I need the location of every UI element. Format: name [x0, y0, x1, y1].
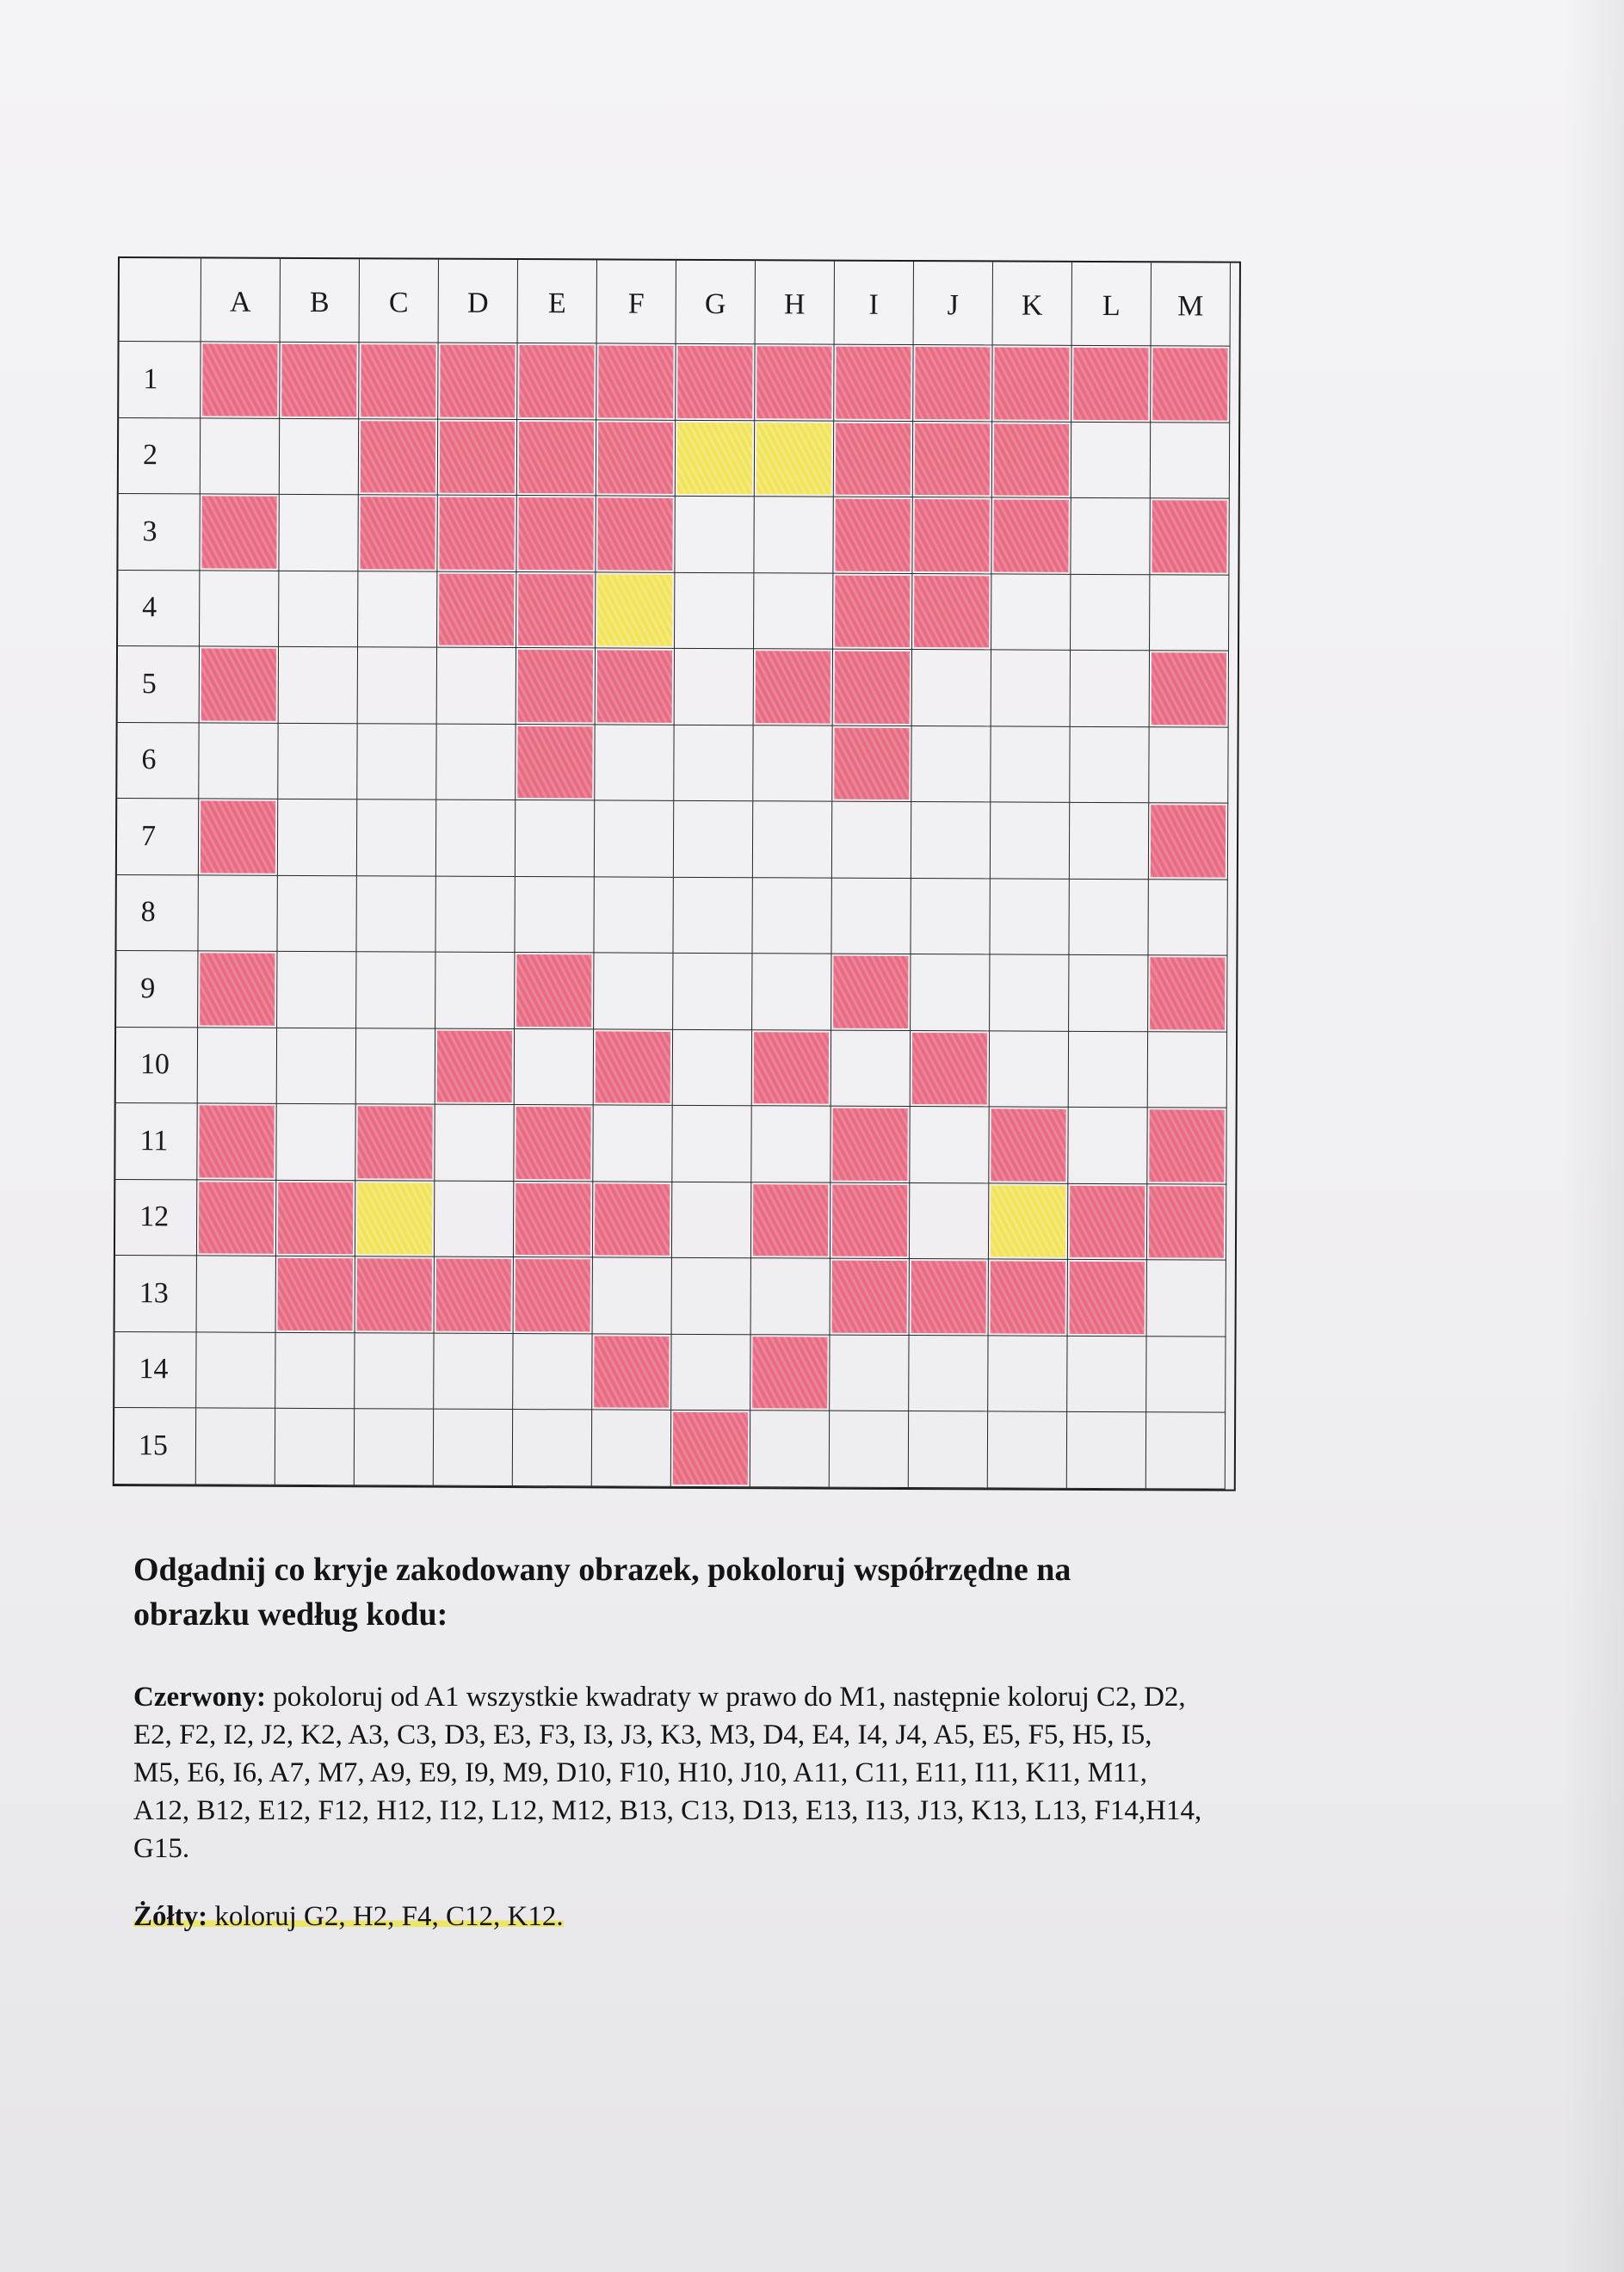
- grid-cell-B4: [279, 571, 358, 647]
- grid-cell-G2: [676, 420, 755, 497]
- grid-cell-I10: [831, 1030, 911, 1107]
- grid-cell-H14: [750, 1335, 830, 1411]
- grid-cell-D3: [437, 496, 516, 572]
- row-header-6: 6: [117, 723, 199, 800]
- grid-cell-H5: [754, 649, 833, 725]
- grid-cell-J11: [910, 1107, 989, 1183]
- title-line-2: obrazku według kodu:: [133, 1596, 448, 1633]
- grid-cell-D6: [436, 724, 516, 800]
- red-line-1-text: pokoloruj od A1 wszystkie kwadraty w prawo do M1, następnie koloruj C2, D2,: [265, 1682, 1186, 1713]
- grid-cell-K4: [991, 574, 1071, 651]
- grid-cell-F7: [595, 800, 674, 877]
- grid-cell-B6: [278, 723, 357, 800]
- yellow-highlight: [133, 1901, 564, 1932]
- row-header-1: 1: [119, 342, 201, 418]
- grid-cell-L5: [1071, 651, 1150, 727]
- grid-cell-F4: [596, 572, 675, 649]
- grid-cell-B2: [280, 418, 359, 495]
- grid-cell-D2: [438, 419, 517, 496]
- grid-cell-L3: [1071, 498, 1150, 575]
- grid-cell-B15: [275, 1409, 355, 1485]
- grid-cell-H4: [754, 573, 833, 650]
- grid-cell-K6: [991, 726, 1070, 803]
- grid-cell-D1: [438, 343, 517, 420]
- grid-cell-D7: [436, 800, 516, 877]
- grid-cell-E1: [517, 343, 596, 420]
- grid-cell-G3: [675, 497, 754, 573]
- grid-cell-J1: [913, 345, 992, 422]
- grid-cell-I7: [832, 802, 911, 879]
- grid-cell-C1: [359, 343, 438, 419]
- column-header-E: E: [518, 260, 597, 343]
- column-header-D: D: [439, 260, 518, 343]
- grid-cell-L12: [1068, 1183, 1147, 1260]
- grid-cell-B3: [279, 495, 358, 571]
- column-header-M: M: [1152, 262, 1231, 346]
- grid-cell-L14: [1067, 1336, 1146, 1412]
- grid-cell-D12: [435, 1181, 514, 1257]
- column-header-C: C: [360, 259, 439, 343]
- grid-cell-A1: [201, 342, 280, 418]
- row-header-9: 9: [116, 951, 198, 1028]
- grid-cell-L4: [1071, 574, 1150, 651]
- grid-cell-A3: [200, 494, 279, 571]
- grid-cell-G12: [672, 1182, 751, 1258]
- red-line-5: G15.: [133, 1833, 190, 1864]
- grid-cell-K11: [989, 1107, 1068, 1183]
- grid-cell-J2: [913, 422, 992, 498]
- column-header-A: A: [201, 258, 281, 342]
- grid-cell-J12: [910, 1183, 989, 1260]
- grid-cell-J14: [909, 1336, 988, 1412]
- row-header-11: 11: [115, 1103, 197, 1180]
- grid-cell-D13: [435, 1257, 514, 1334]
- grid-cell-M14: [1146, 1337, 1226, 1413]
- grid-cell-I11: [831, 1107, 910, 1183]
- grid-cell-M4: [1150, 575, 1229, 651]
- coordinate-grid: [113, 256, 1241, 1491]
- grid-cell-F1: [596, 343, 676, 420]
- red-line-4: A12, B12, E12, F12, H12, I12, L12, M12, B13, C13, D13, E13, I13, J13, K13, L13, F14,H14,: [133, 1795, 1202, 1826]
- row-header-10: 10: [116, 1028, 198, 1104]
- grid-cell-F8: [594, 877, 673, 954]
- row-header-4: 4: [118, 571, 200, 647]
- grid-cell-E11: [514, 1105, 593, 1182]
- grid-cell-B9: [277, 952, 356, 1028]
- grid-cell-K12: [989, 1183, 1068, 1260]
- grid-cell-L10: [1069, 1031, 1148, 1108]
- grid-cell-L6: [1070, 726, 1149, 803]
- grid-cell-F5: [596, 648, 675, 725]
- grid-cell-G4: [675, 572, 754, 649]
- grid-cell-G14: [671, 1334, 750, 1411]
- grid-cell-B5: [279, 647, 358, 724]
- grid-cell-I5: [833, 650, 912, 726]
- grid-cell-H3: [754, 497, 833, 573]
- grid-cell-C2: [359, 419, 438, 496]
- grid-cell-J8: [911, 879, 990, 955]
- grid-cell-J9: [911, 954, 990, 1031]
- row-header-2: 2: [119, 418, 201, 495]
- grid-cell-B10: [277, 1028, 356, 1104]
- grid-cell-C4: [358, 571, 437, 648]
- grid-cell-L8: [1069, 879, 1148, 955]
- yellow-instructions: [133, 1898, 1390, 1936]
- red-instructions: [133, 1678, 1390, 1868]
- grid-cell-M6: [1149, 727, 1228, 804]
- grid-cell-E5: [516, 648, 596, 725]
- grid-cell-M12: [1147, 1184, 1226, 1261]
- grid-cell-H15: [750, 1411, 830, 1487]
- grid-cell-I2: [834, 421, 913, 497]
- grid-cell-J7: [911, 802, 991, 879]
- grid-cell-F10: [594, 1029, 673, 1106]
- grid-cell-C11: [355, 1104, 435, 1181]
- grid-cell-K2: [992, 422, 1071, 498]
- grid-cell-M7: [1149, 803, 1228, 880]
- grid-cell-I15: [830, 1411, 909, 1488]
- grid-cell-H12: [751, 1182, 831, 1259]
- grid-cell-C12: [355, 1181, 435, 1257]
- grid-cell-M3: [1150, 498, 1229, 575]
- grid-cell-D4: [437, 571, 516, 648]
- grid-cell-I8: [831, 878, 911, 954]
- grid-cell-E13: [514, 1257, 593, 1334]
- grid-cell-A10: [198, 1028, 277, 1104]
- grid-cell-A11: [197, 1103, 276, 1180]
- grid-cell-C7: [357, 800, 436, 876]
- row-header-13: 13: [115, 1256, 197, 1332]
- grid-cell-H6: [753, 725, 832, 802]
- grid-cell-K9: [990, 954, 1069, 1031]
- red-line-1: [133, 1678, 1390, 1716]
- grid-cell-D11: [435, 1105, 514, 1182]
- grid-corner: [120, 258, 201, 342]
- grid-cell-J15: [909, 1411, 988, 1488]
- yellow-label: Żółty:: [133, 1901, 208, 1932]
- red-line-2: E2, F2, I2, J2, K2, A3, C3, D3, E3, F3, I3, J3, K3, M3, D4, E4, I4, J4, A5, E5, F5, H5, I5,: [133, 1719, 1152, 1750]
- grid-cell-D9: [435, 953, 515, 1029]
- grid-cell-L1: [1071, 346, 1151, 423]
- grid-cell-M1: [1151, 346, 1230, 423]
- grid-cell-K8: [990, 879, 1069, 955]
- grid-cell-D5: [437, 648, 516, 725]
- grid-cell-G7: [674, 801, 753, 878]
- grid-cell-J3: [912, 497, 991, 574]
- grid-cell-E10: [515, 1029, 594, 1106]
- grid-cell-G15: [671, 1411, 750, 1487]
- grid-cell-B1: [280, 343, 359, 419]
- grid-cell-H8: [752, 878, 831, 954]
- grid-cell-C9: [356, 952, 435, 1028]
- grid-cell-L2: [1071, 422, 1151, 498]
- grid-cell-B11: [276, 1104, 355, 1181]
- grid-cell-J10: [911, 1031, 990, 1108]
- grid-cell-F14: [592, 1334, 671, 1411]
- grid-cell-C5: [358, 647, 437, 724]
- grid-cell-J13: [910, 1259, 989, 1336]
- grid-cell-D10: [435, 1028, 515, 1105]
- yellow-text: koloruj G2, H2, F4, C12, K12.: [207, 1901, 564, 1932]
- grid-cell-H7: [753, 801, 832, 878]
- grid-cell-H1: [755, 344, 834, 421]
- grid-cell-M10: [1148, 1032, 1227, 1108]
- grid-cell-E15: [513, 1410, 592, 1486]
- grid-cell-G5: [675, 649, 754, 725]
- column-header-I: I: [835, 262, 914, 345]
- grid-cell-F3: [596, 496, 675, 572]
- grid-cell-M8: [1148, 880, 1227, 956]
- grid-cell-I9: [831, 954, 911, 1031]
- grid-cell-F9: [594, 953, 673, 1029]
- row-header-3: 3: [118, 494, 200, 571]
- row-header-7: 7: [117, 799, 199, 875]
- grid-cell-A7: [199, 799, 278, 875]
- grid-cell-K13: [989, 1259, 1068, 1336]
- grid-cell-L13: [1068, 1260, 1147, 1337]
- row-header-5: 5: [118, 646, 200, 723]
- grid-cell-K3: [991, 497, 1071, 574]
- grid-cell-E9: [515, 953, 594, 1029]
- grid-cell-F13: [593, 1257, 672, 1334]
- grid-cell-L7: [1070, 803, 1149, 880]
- column-header-J: J: [914, 262, 993, 345]
- grid-cell-H11: [751, 1106, 831, 1182]
- column-header-F: F: [597, 260, 676, 343]
- grid-cell-J4: [912, 574, 991, 651]
- grid-cell-A6: [199, 723, 278, 800]
- grid-cell-J5: [912, 650, 991, 726]
- grid-cell-E7: [516, 800, 595, 877]
- grid-cell-B12: [276, 1180, 355, 1256]
- column-header-K: K: [993, 262, 1072, 345]
- grid-cell-L11: [1068, 1108, 1147, 1184]
- red-line-3: M5, E6, I6, A7, M7, A9, E9, I9, M9, D10, F10, H10, J10, A11, C11, E11, I11, K11, M11,: [133, 1757, 1147, 1788]
- grid-cell-A2: [201, 418, 280, 495]
- grid-cell-C10: [356, 1028, 435, 1105]
- grid-cell-D14: [434, 1333, 513, 1410]
- grid-cell-G6: [674, 725, 753, 801]
- grid-cell-I12: [831, 1182, 910, 1259]
- grid-cell-L15: [1067, 1412, 1146, 1489]
- grid-cell-A4: [200, 571, 279, 647]
- column-header-H: H: [756, 261, 835, 344]
- grid-cell-C13: [355, 1256, 435, 1333]
- grid-cell-A8: [198, 875, 277, 952]
- grid-cell-B8: [277, 875, 356, 952]
- grid-cell-F11: [593, 1105, 672, 1182]
- grid-cell-H9: [752, 954, 831, 1030]
- grid-cell-M13: [1147, 1260, 1226, 1337]
- grid-cell-A14: [196, 1332, 275, 1409]
- instructions-title: [133, 1547, 1390, 1637]
- grid-cell-I13: [831, 1259, 910, 1336]
- grid-cell-G11: [672, 1106, 751, 1182]
- red-label: Czerwony:: [133, 1682, 266, 1713]
- grid-cell-F2: [596, 420, 676, 497]
- column-header-G: G: [676, 261, 756, 344]
- grid-cell-B13: [276, 1256, 355, 1333]
- grid-cell-C3: [358, 495, 437, 571]
- grid-cell-D8: [435, 876, 515, 953]
- grid-cell-G1: [676, 344, 755, 421]
- column-header-L: L: [1072, 262, 1152, 346]
- grid-cell-E3: [516, 496, 596, 572]
- grid-cell-M15: [1146, 1412, 1226, 1489]
- row-header-15: 15: [114, 1408, 196, 1485]
- grid-cell-K1: [992, 345, 1071, 422]
- grid-cell-G13: [672, 1258, 751, 1335]
- grid-cell-E12: [514, 1182, 593, 1258]
- grid-cell-H10: [752, 1030, 831, 1107]
- row-header-14: 14: [114, 1331, 196, 1408]
- grid-cell-M9: [1148, 955, 1227, 1032]
- grid-cell-A15: [196, 1408, 275, 1485]
- grid-cell-F15: [592, 1410, 671, 1486]
- grid-cell-G9: [673, 954, 752, 1030]
- grid-cell-K10: [990, 1031, 1069, 1108]
- grid-cell-M5: [1150, 651, 1229, 727]
- grid-cell-A9: [198, 951, 277, 1028]
- grid-cell-G8: [673, 877, 752, 954]
- grid-cell-I4: [833, 573, 912, 650]
- grid-cell-C8: [356, 876, 435, 953]
- grid-cell-C15: [355, 1409, 434, 1485]
- grid-cell-E8: [515, 877, 594, 954]
- grid-cell-F12: [593, 1182, 672, 1258]
- title-line-1: Odgadnij co kryje zakodowany obrazek, pokoloruj współrzędne na: [133, 1552, 1071, 1588]
- grid-cell-J6: [911, 726, 991, 803]
- grid-cell-G10: [673, 1029, 752, 1106]
- grid-cell-I6: [832, 725, 911, 802]
- grid-cell-M11: [1147, 1108, 1226, 1184]
- grid-cell-F6: [595, 725, 674, 801]
- grid-cell-L9: [1069, 955, 1148, 1032]
- grid-cell-B7: [278, 800, 357, 876]
- grid-cell-K15: [988, 1411, 1067, 1488]
- grid-cell-H2: [755, 421, 834, 497]
- grid-cell-E14: [513, 1334, 592, 1411]
- grid-cell-E2: [517, 420, 596, 497]
- row-header-12: 12: [115, 1179, 197, 1256]
- grid-cell-A13: [197, 1256, 276, 1332]
- grid-cell-C6: [357, 724, 436, 800]
- row-header-8: 8: [116, 875, 198, 952]
- grid-cell-D15: [434, 1410, 513, 1486]
- grid-cell-K7: [991, 802, 1070, 879]
- grid-cell-I3: [833, 497, 912, 574]
- grid-cell-E6: [516, 725, 595, 801]
- grid-cell-H13: [751, 1258, 831, 1335]
- grid-cell-E4: [516, 572, 596, 649]
- grid-cell-M2: [1151, 423, 1230, 499]
- grid-cell-A12: [197, 1180, 276, 1256]
- grid-cell-K5: [991, 650, 1071, 726]
- grid-cell-C14: [355, 1333, 434, 1410]
- grid-cell-B14: [275, 1332, 355, 1409]
- grid-cell-K14: [988, 1336, 1067, 1412]
- grid-cell-I1: [834, 345, 913, 422]
- column-header-B: B: [281, 259, 360, 343]
- grid-cell-A5: [200, 646, 279, 723]
- grid-cell-I14: [830, 1335, 909, 1411]
